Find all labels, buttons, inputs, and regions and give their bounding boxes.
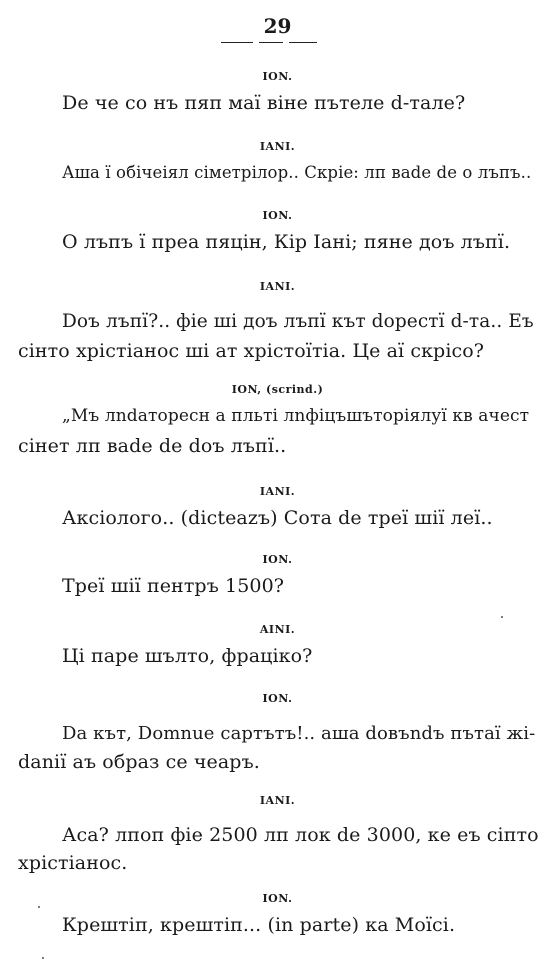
dialogue-line: De че со нъ пяп маї віне пътеле d-тале? xyxy=(62,92,466,114)
speaker-name: ION. xyxy=(262,209,293,222)
dialogue-line: Аша ї обічеіял сіметрілор.. Скріе: лп вade de о лъпъ.. xyxy=(62,163,532,182)
speaker-name: ION. xyxy=(262,70,293,83)
speaker-name: ION. xyxy=(262,553,293,566)
speaker-name: IANI. xyxy=(259,794,296,807)
dialogue-line: Da кът, Domnue сартътъ!.. аша dовъndъ пътаї жі- xyxy=(62,723,536,744)
dialogue-line: О лъпъ ї преа пяцін, Кір Іані; пяне доъ лъпї. xyxy=(62,231,511,253)
dialogue-line: хрістіанос. xyxy=(18,852,128,874)
speaker-label: ION, xyxy=(231,383,262,396)
dialogue-line: Doъ лъпї?.. фіе шi доъ лъпї кът dopecтї d-та.. Еъ xyxy=(62,311,534,332)
dialogue-line: Аксіолого.. (dicteazъ) Сота de треї шії леї.. xyxy=(62,507,493,529)
dialogue-line: сінто хрістіанос ші ат хрістоїтіа. Це аї скрісо? xyxy=(18,340,485,362)
dialogue-line: Ці паре шълто, фраціко? xyxy=(62,645,313,667)
dialogue-line: Кpeштіп, кpeштіп... (in parte) ка Моїсі. xyxy=(62,914,456,936)
header-rule xyxy=(221,42,317,43)
print-speck xyxy=(501,616,503,618)
dialogue-line: сінет лп вade de doъ лъпї.. xyxy=(18,435,287,457)
print-speck xyxy=(38,906,40,908)
print-speck xyxy=(42,957,44,959)
speaker-name: ION. xyxy=(262,892,293,905)
dialogue-line: Аса? лпоп фіе 2500 лп лок de 3000, ке еъ сіпто xyxy=(62,824,539,846)
stage-direction: (scrind.) xyxy=(265,383,324,396)
speaker-name: IANI. xyxy=(259,140,296,153)
dialogue-line: daniї аъ образ се чеаръ. xyxy=(18,751,260,773)
speaker-name: ION. xyxy=(262,692,293,705)
speaker-name: IANI. xyxy=(259,280,296,293)
dialogue-line: „Мъ лndаторесн а пльті лnфіцъшъторіялуї кв ачест xyxy=(62,406,530,426)
page-number: 29 xyxy=(263,14,292,38)
speaker-name xyxy=(0,383,555,396)
speaker-name: AINI. xyxy=(259,623,296,636)
dialogue-line: Треї шії пентръ 1500? xyxy=(62,575,285,597)
speaker-name: IANI. xyxy=(259,485,296,498)
